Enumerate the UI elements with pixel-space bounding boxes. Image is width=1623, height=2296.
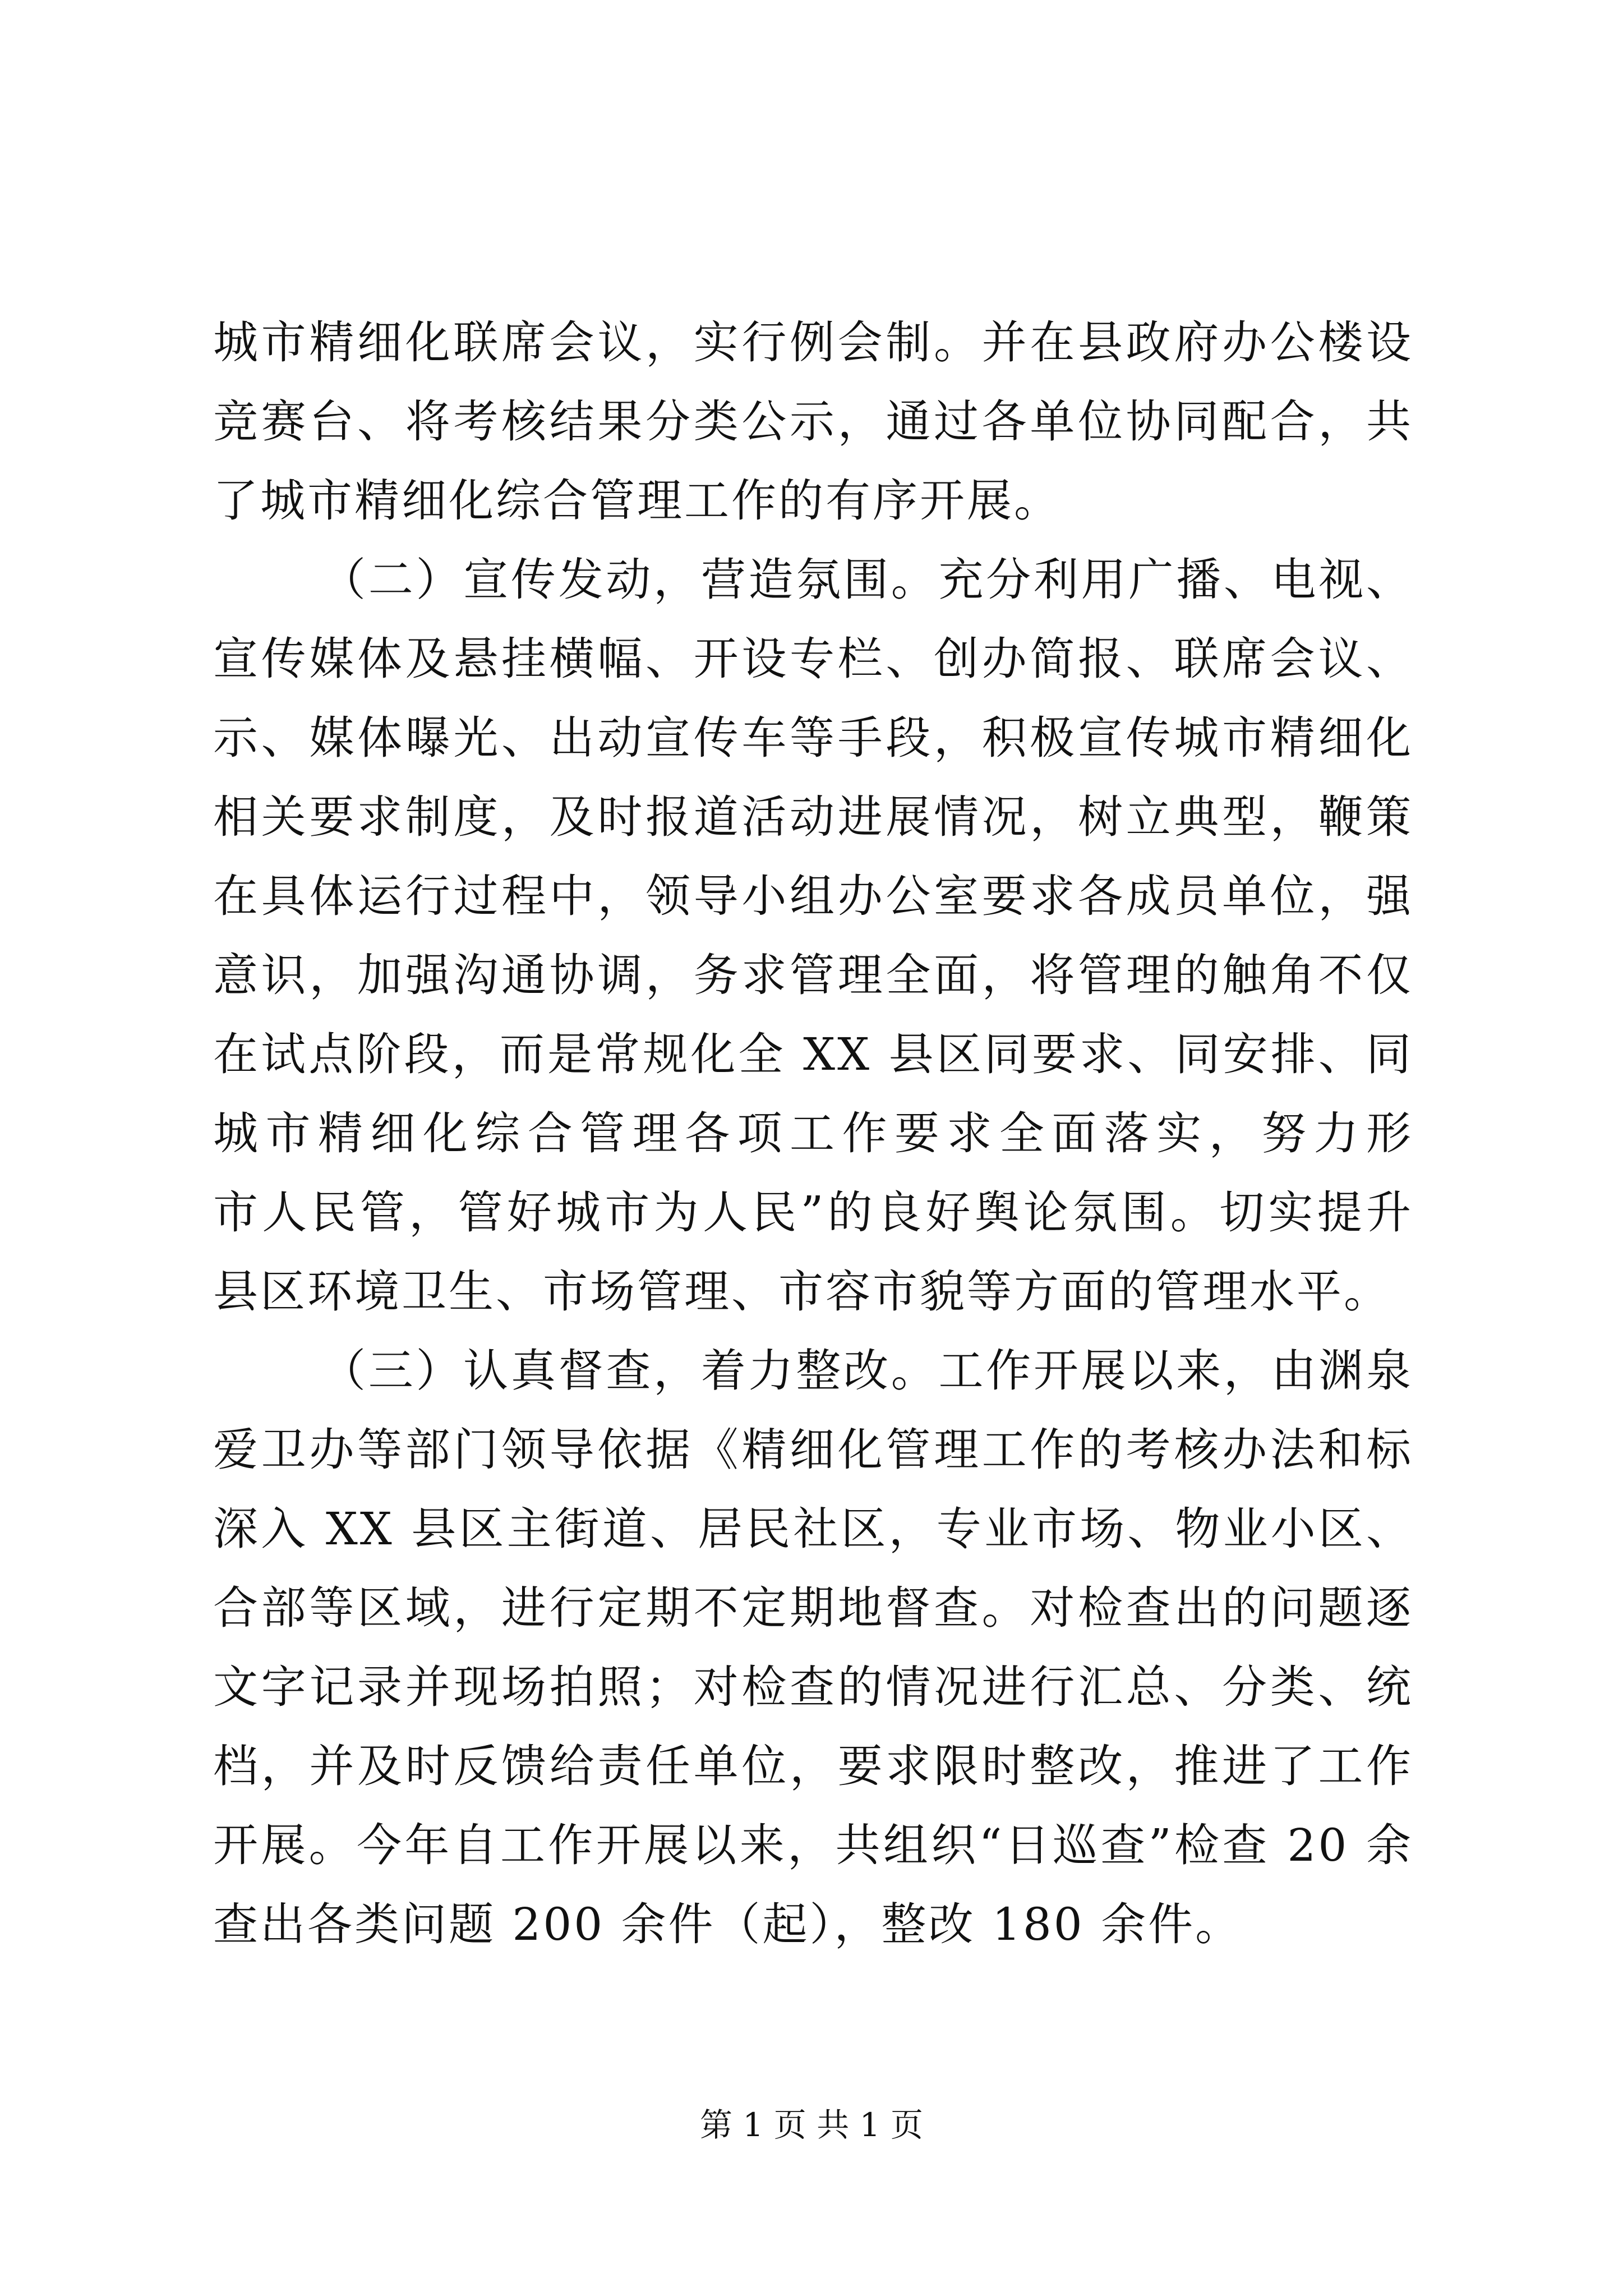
text-line: 城市精细化联席会议，实行例会制。并在县政府办公楼设 — [213, 316, 1413, 369]
text-line: 宣传媒体及悬挂横幅、开设专栏、创办简报、联席会议、 — [213, 633, 1413, 685]
paragraph-heading-line: （二）宣传发动，营造氛围。充分利用广播、电视、 — [321, 554, 1413, 606]
page-footer: 第 1 页 共 1 页 — [700, 2106, 923, 2144]
text-line: 县区环境卫生、市场管理、市容市貌等方面的管理水平。 — [213, 1266, 1391, 1318]
text-line: 爱卫办等部门领导依据《精细化管理工作的考核办法和标 — [213, 1424, 1413, 1476]
text-line: 查出各类问题 200 余件（起），整改 180 余件。 — [213, 1898, 1243, 1950]
text-line: 在试点阶段，而是常规化全 XX 县区同要求、同安排、同 — [213, 1028, 1413, 1080]
text-line: 在具体运行过程中，领导小组办公室要求各成员单位，强 — [213, 870, 1413, 922]
text-line: 市人民管，管好城市为人民”的良好舆论氛围。切实提升 — [213, 1186, 1413, 1239]
text-line: 城市精细化综合管理各项工作要求全面落实，努力形 — [213, 1107, 1413, 1159]
text-line: 竞赛台、将考核结果分类公示，通过各单位协同配合，共 — [213, 395, 1413, 448]
text-line: 开展。今年自工作开展以来，共组织“日巡查”检查 20 余 — [213, 1819, 1413, 1871]
text-line: 合部等区域，进行定期不定期地督查。对检查出的问题逐 — [213, 1582, 1413, 1634]
text-line: 了城市精细化综合管理工作的有序开展。 — [213, 475, 1061, 527]
text-line: 示、媒体曝光、出动宣传车等手段，积极宣传城市精细化 — [213, 712, 1413, 764]
paragraph-heading-line: （三）认真督查，着力整改。工作开展以来，由渊泉 — [321, 1345, 1413, 1397]
text-line: 意识，加强沟通协调，务求管理全面，将管理的触角不仅 — [213, 949, 1413, 1001]
text-line: 深入 XX 县区主街道、居民社区，专业市场、物业小区、 — [213, 1503, 1413, 1555]
text-line: 档，并及时反馈给责任单位，要求限时整改，推进了工作 — [213, 1740, 1413, 1792]
text-line: 文字记录并现场拍照；对检查的情况进行汇总、分类、统 — [213, 1661, 1413, 1713]
text-line: 相关要求制度，及时报道活动进展情况，树立典型，鞭策 — [213, 791, 1413, 843]
document-body — [213, 303, 1413, 1964]
